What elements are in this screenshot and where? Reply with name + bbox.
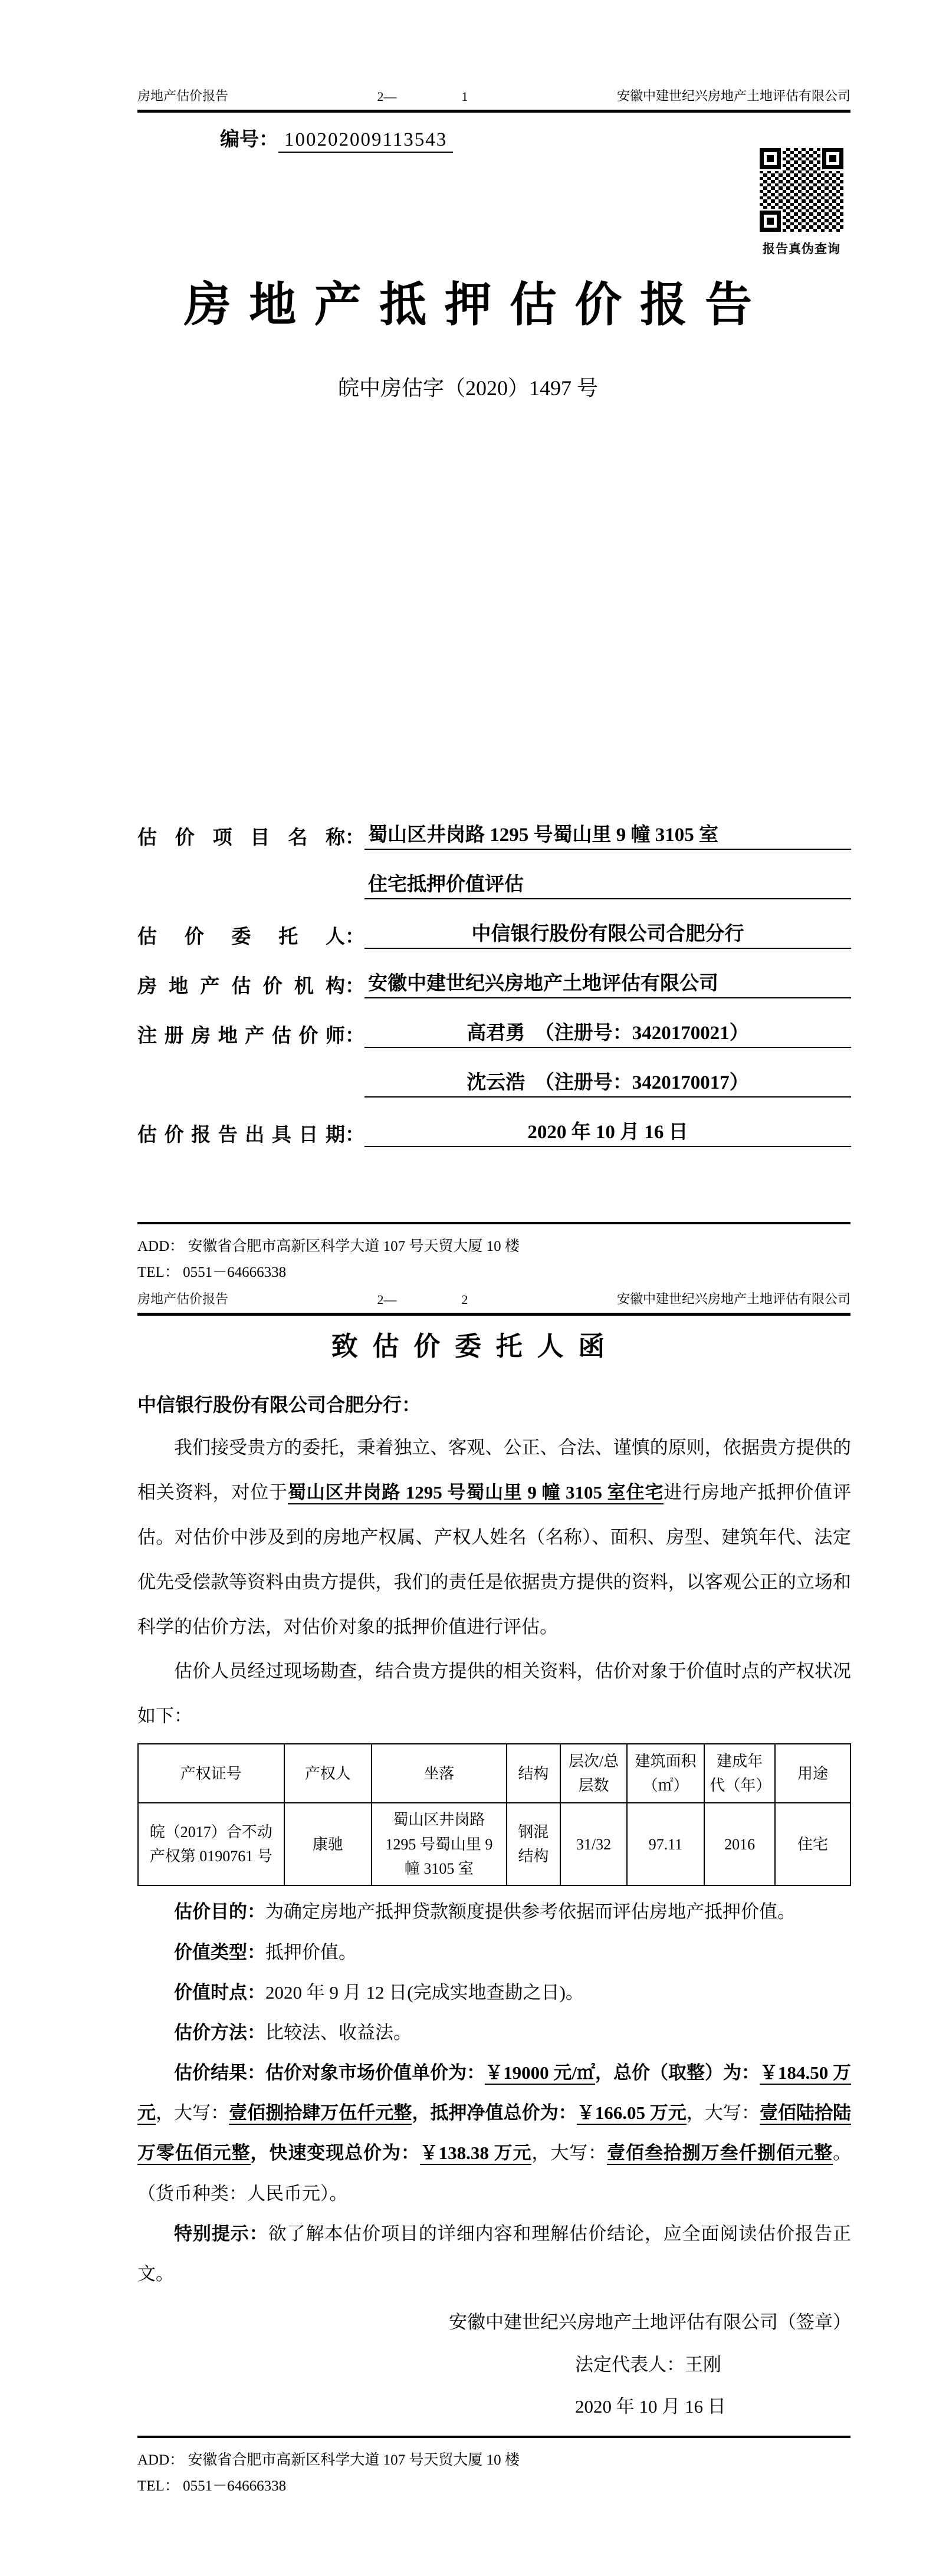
field-project-name-line2 [137,863,851,899]
item-value-type [137,1933,851,1973]
header-volume: 2— [377,89,397,104]
col-owner: 产权人 [284,1744,372,1803]
letter-title: 致估价委托人函 [331,1332,619,1361]
header-org-name: 安徽中建世纪兴房地产土地评估有限公司 [616,1292,850,1306]
item-special-note [137,2214,851,2294]
header-volume: 2— [377,1292,397,1307]
header-page-number: 2 [461,1292,468,1307]
field-value: 2020 年 10 月 16 日 [364,1116,851,1147]
letter-body [137,1387,851,2427]
item-label: 估价结果： [174,2062,266,2084]
qr-finder-bottom-left [760,211,781,232]
item-value-date [137,1973,851,2013]
field-value: 中信银行股份有限公司合肥分行 [364,918,851,949]
cell-floor: 31/32 [560,1803,626,1885]
col-use: 用途 [775,1744,850,1803]
item-text: 为确定房地产抵押贷款额度提供参考依据而评估房地产抵押价值。 [265,1901,796,1923]
verification-qr-block [756,145,848,257]
col-area: 建筑面积（㎡） [627,1744,705,1803]
field-client: 估价委托人 ： 中信银行股份有限公司合肥分行 [137,913,851,949]
item-text: 2020 年 9 月 12 日(完成实地查勘之日)。 [265,1982,584,2003]
field-value: 高君勇 （注册号：3420170021） [364,1017,851,1048]
field-appraiser-1: 注册房地产估价师 ： 高君勇 （注册号：3420170021） [137,1012,851,1048]
header-page-number: 1 [461,89,468,104]
item-label: 特别提示： [174,2223,268,2244]
signature-legal-representative: 法定代表人：王刚 [575,2354,721,2375]
signature-block [137,2301,851,2427]
col-certificate-no: 产权证号 [138,1744,284,1803]
report-serial-number [220,124,453,152]
field-appraiser-2 [137,1062,851,1098]
item-text: 抵押价值。 [265,1941,357,1963]
field-value: 沈云浩 （注册号：3420170017） [364,1067,851,1098]
qr-finder-top-right [822,148,843,169]
field-value: 蜀山区井岗路 1295 号蜀山里 9 幢 3105 室 [364,819,851,850]
item-purpose [137,1892,851,1932]
letter-paragraph-1: 我们接受贵方的委托，秉着独立、客观、公正、合法、谨慎的原则，依据贵方提供的相关资料，对位于蜀山区井岗路 1295 号蜀山里 9 幢 3105 室住宅进行房地产抵押价值评估。对估价中涉及到的房地产权属、产权人姓名（名称）、面积、房型、建筑年代、法定优先受偿款等资料由贵方提供，我们的责任是依据贵方提供的资料，以客观公正的立场和科学的估价方法，对估价对象的抵押价值进行评估。 [137,1437,852,1637]
field-value: 安徽中建世纪兴房地产土地评估有限公司 [364,968,851,998]
field-label: 注册房地产估价师 [137,1026,345,1047]
col-location: 坐落 [372,1744,506,1803]
cell-certificate-no: 皖（2017）合不动产权第 0190761 号 [138,1803,284,1885]
cover-fields [137,814,851,1161]
field-report-date: 估价报告出具日期 ： 2020 年 10 月 16 日 [137,1111,851,1147]
footer-telephone: TEL： 0551－64666338 [137,1264,287,1280]
field-label: 估价报告出具日期 [137,1125,345,1146]
qr-finder-top-left [760,148,781,169]
field-label: 估价项目名称 [137,827,345,849]
item-text: 欲了解本估价项目的详细内容和理解估价结论，应全面阅读估价报告正文。 [137,2223,852,2285]
page2-running-header [137,1289,850,1316]
qr-caption: 报告真伪查询 [763,242,840,256]
report-reference-number: 皖中房估字（2020）1497 号 [337,376,598,400]
item-text: 估价对象市场价值单价为：￥19000 元/㎡，总价（取整）为：￥184.50 万元，大写：壹佰捌拾肆万伍仟元整，抵押净值总价为：￥166.05 万元，大写：壹佰陆拾陆万零伍佰元整，快速变现总价为：￥138.38 万元，大写：壹佰叁拾捌万叁仟捌佰元整。（货币种类：人民币元）。 [137,2062,852,2204]
letter-salutation: 中信银行股份有限公司合肥分行： [137,1394,421,1415]
page1-footer [137,1222,850,1286]
col-floor: 层次/总层数 [560,1744,626,1803]
item-label: 估价方法： [174,2022,265,2043]
header-doc-type: 房地产估价报告 [137,88,229,103]
header-doc-type: 房地产估价报告 [137,1292,229,1306]
letter-paragraph-2: 估价人员经过现场勘查，结合贵方提供的相关资料，估价对象于价值时点的产权状况如下： [137,1661,851,1727]
item-text: 比较法、收益法。 [265,2022,412,2043]
footer-telephone: TEL： 0551－64666338 [137,2478,287,2494]
field-project-name: 估价项目名称 ： 蜀山区井岗路 1295 号蜀山里 9 幢 3105 室 [137,814,851,850]
col-structure: 结构 [507,1744,561,1803]
signature-date: 2020 年 10 月 16 日 [575,2396,726,2417]
report-title: 房地产抵押估价报告 [183,280,770,331]
cell-structure: 钢混结构 [507,1803,561,1885]
item-label: 估价目的： [174,1901,265,1923]
page1-running-header [137,86,850,113]
serial-value: 100202009113543 [278,129,453,153]
page2-footer [137,2436,850,2499]
cell-area: 97.11 [627,1803,705,1885]
cell-use: 住宅 [775,1803,850,1885]
item-result [137,2053,851,2214]
field-value: 住宅抵押价值评估 [364,869,851,899]
field-label: 估价委托人 [137,926,345,948]
cell-owner: 康驰 [284,1803,372,1885]
footer-address: ADD： 安徽省合肥市高新区科学大道 107 号天贸大厦 10 楼 [137,1238,520,1254]
table-row [138,1803,850,1885]
field-label: 房地产估价机构 [137,976,345,997]
item-label: 价值类型： [174,1941,265,1963]
serial-label: 编号： [220,129,278,150]
field-agency: 房地产估价机构 ： 安徽中建世纪兴房地产土地评估有限公司 [137,962,851,998]
signature-company: 安徽中建世纪兴房地产土地评估有限公司（签章） [449,2312,851,2333]
item-label: 价值时点： [174,1982,265,2003]
header-org-name: 安徽中建世纪兴房地产土地评估有限公司 [616,88,850,103]
cell-location: 蜀山区井岗路 1295 号蜀山里 9 幢 3105 室 [372,1803,506,1885]
footer-address: ADD： 安徽省合肥市高新区科学大道 107 号天贸大厦 10 楼 [137,2452,520,2468]
property-rights-table [137,1743,851,1886]
item-method [137,2013,851,2053]
col-year-built: 建成年代（年） [704,1744,775,1803]
qr-code [757,145,846,235]
cell-year-built: 2016 [704,1803,775,1885]
table-header-row [138,1744,850,1803]
